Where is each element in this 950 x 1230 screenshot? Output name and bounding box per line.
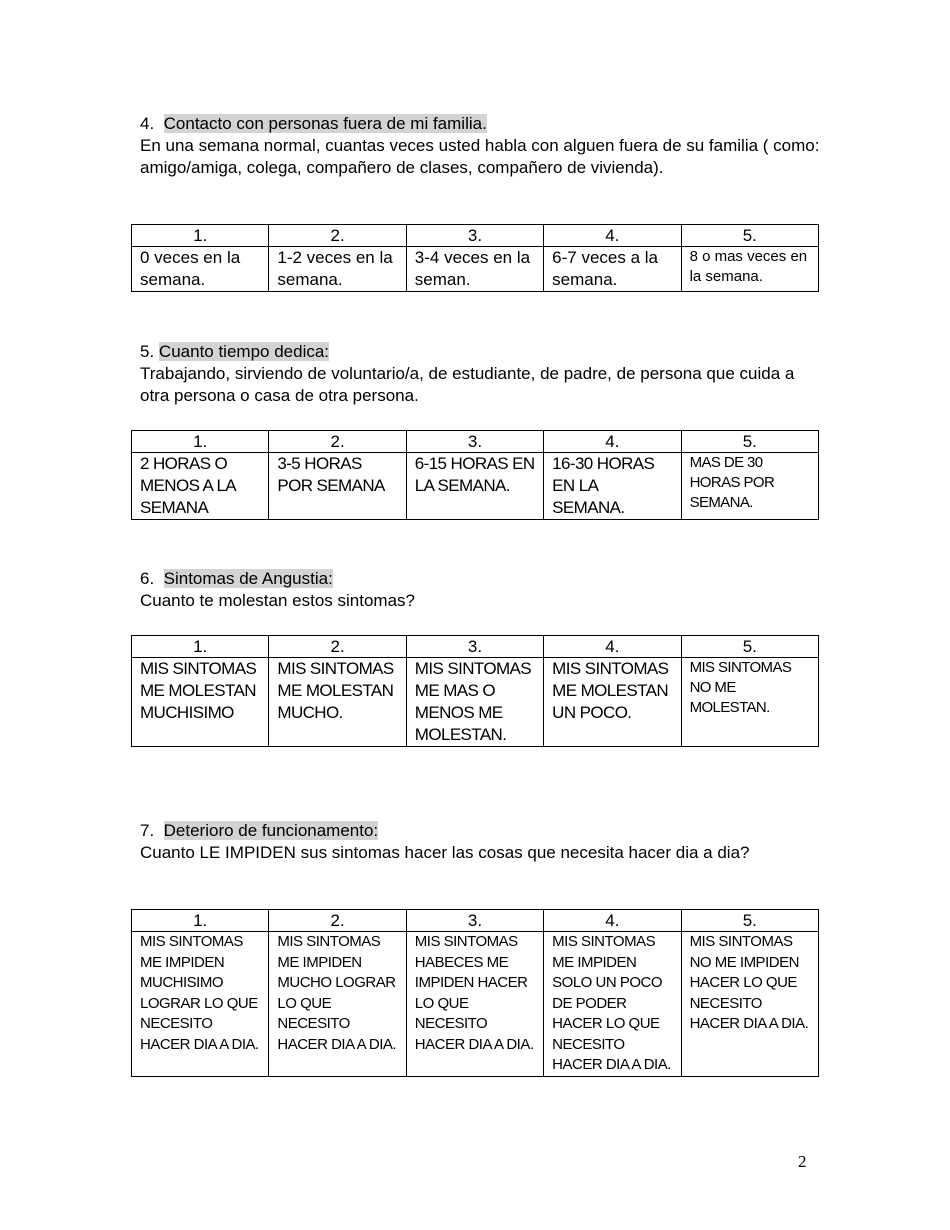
option-number: 3.	[406, 431, 543, 453]
option-number: 2.	[269, 225, 406, 247]
section-heading	[140, 113, 820, 135]
section-6	[140, 568, 820, 612]
option-text: MAS DE 30 HORAS POR SEMANA.	[681, 453, 818, 520]
options-table-7	[131, 909, 819, 1077]
option-text: 16-30 HORAS EN LA SEMANA.	[544, 453, 681, 520]
option-number: 5.	[681, 225, 818, 247]
option-text: 8 o mas veces en la semana.	[681, 247, 818, 292]
option-text: MIS SINTOMAS NO ME IMPIDEN HACER LO QUE NECESITO HACER DIA A DIA.	[681, 932, 818, 1077]
option-text: MIS SINTOMAS ME MOLESTAN UN POCO.	[544, 658, 681, 747]
option-number: 1.	[132, 910, 269, 932]
section-heading	[140, 820, 820, 842]
section-heading	[140, 341, 820, 363]
option-text: MIS SINTOMAS ME MOLESTAN MUCHISIMO	[132, 658, 269, 747]
section-number: 5.	[140, 342, 155, 361]
option-number: 5.	[681, 636, 818, 658]
option-number: 2.	[269, 431, 406, 453]
option-number: 1.	[132, 431, 269, 453]
section-title: Deterioro de funcionamento:	[163, 821, 379, 840]
option-text: 6-15 HORAS EN LA SEMANA.	[406, 453, 543, 520]
option-number: 5.	[681, 910, 818, 932]
option-text: MIS SINTOMAS ME MOLESTAN MUCHO.	[269, 658, 406, 747]
option-text: MIS SINTOMAS HABECES ME IMPIDEN HACER LO QUE NECESITO HACER DIA A DIA.	[406, 932, 543, 1077]
option-number: 4.	[544, 910, 681, 932]
option-number: 2.	[269, 910, 406, 932]
option-text: 0 veces en la semana.	[132, 247, 269, 292]
option-number: 4.	[544, 431, 681, 453]
option-text: 2 HORAS O MENOS A LA SEMANA	[132, 453, 269, 520]
section-description: Cuanto te molestan estos sintomas?	[140, 591, 415, 610]
option-number: 4.	[544, 225, 681, 247]
option-text: MIS SINTOMAS NO ME MOLESTAN.	[681, 658, 818, 747]
option-text: 1-2 veces en la semana.	[269, 247, 406, 292]
section-description: En una semana normal, cuantas veces usted habla con alguen fuera de su familia ( como: amigo/amiga, colega, compañero de clases, compañero de vivienda).	[140, 136, 820, 177]
option-number: 5.	[681, 431, 818, 453]
option-number: 2.	[269, 636, 406, 658]
section-description: Cuanto LE IMPIDEN sus sintomas hacer las cosas que necesita hacer dia a dia?	[140, 843, 750, 862]
options-table-4	[131, 224, 819, 292]
option-number: 3.	[406, 225, 543, 247]
option-text: MIS SINTOMAS ME IMPIDEN SOLO UN POCO DE PODER HACER LO QUE NECESITO HACER DIA A DIA.	[544, 932, 681, 1077]
option-text: 3-4 veces en la seman.	[406, 247, 543, 292]
section-4	[140, 113, 820, 179]
section-title: Sintomas de Angustia:	[163, 569, 333, 588]
section-heading	[140, 568, 820, 590]
option-number: 3.	[406, 636, 543, 658]
section-7	[140, 820, 820, 864]
options-table-5	[131, 430, 819, 520]
option-text: MIS SINTOMAS ME MAS O MENOS ME MOLESTAN.	[406, 658, 543, 747]
section-title: Cuanto tiempo dedica:	[158, 342, 330, 361]
option-text: 3-5 HORAS POR SEMANA	[269, 453, 406, 520]
option-text: MIS SINTOMAS ME IMPIDEN MUCHISIMO LOGRAR LO QUE NECESITO HACER DIA A DIA.	[132, 932, 269, 1077]
options-table-6	[131, 635, 819, 747]
option-text: MIS SINTOMAS ME IMPIDEN MUCHO LOGRAR LO QUE NECESITO HACER DIA A DIA.	[269, 932, 406, 1077]
option-text: 6-7 veces a la semana.	[544, 247, 681, 292]
section-description: Trabajando, sirviendo de voluntario/a, de estudiante, de padre, de persona que cuida a otra persona o casa de otra persona.	[140, 364, 795, 405]
option-number: 4.	[544, 636, 681, 658]
section-title: Contacto con personas fuera de mi familia.	[163, 114, 487, 133]
section-number: 4.	[140, 114, 155, 133]
section-5	[140, 341, 820, 407]
option-number: 3.	[406, 910, 543, 932]
page-number: 2	[798, 1152, 807, 1171]
option-number: 1.	[132, 636, 269, 658]
option-number: 1.	[132, 225, 269, 247]
section-number: 6.	[140, 569, 155, 588]
section-number: 7.	[140, 821, 155, 840]
